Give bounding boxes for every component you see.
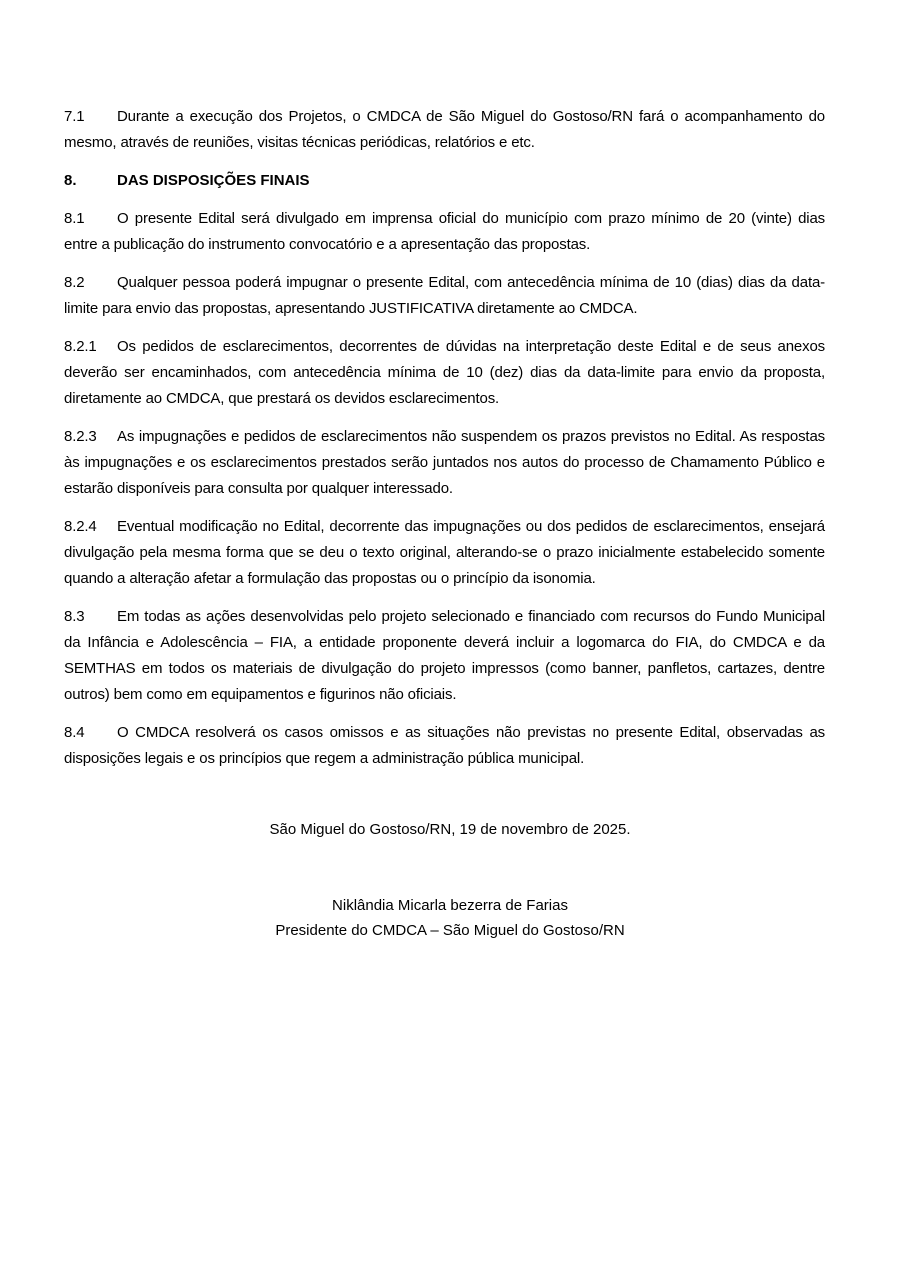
section-title: DAS DISPOSIÇÕES FINAIS xyxy=(117,172,310,189)
paragraph-8-2-1 xyxy=(64,334,825,412)
document-body xyxy=(64,104,825,784)
signatory-role: Presidente do CMDCA – São Miguel do Gostoso/RN xyxy=(275,922,625,939)
section-heading xyxy=(64,168,825,194)
paragraph-number: 8.2.4 xyxy=(64,518,97,535)
paragraph-text: Os pedidos de esclarecimentos, decorrentes de dúvidas na interpretação deste Edital e de seus anexos deverão ser encaminhados, com antecedência mínima de 10 (dez) dias da data-limite para envio da proposta, diretamente ao CMDCA, que prestará os devidos esclarecimentos. xyxy=(64,338,825,407)
signatory-name: Niklândia Micarla bezerra de Farias xyxy=(332,897,568,914)
paragraph-number: 8.2 xyxy=(64,274,85,291)
section-number: 8. xyxy=(64,172,77,189)
place-date: São Miguel do Gostoso/RN, 19 de novembro de 2025. xyxy=(269,821,631,838)
paragraph-8-1 xyxy=(64,206,825,258)
paragraph-7-1 xyxy=(64,104,825,156)
paragraph-number: 8.2.3 xyxy=(64,428,97,445)
paragraph-number: 7.1 xyxy=(64,108,85,125)
paragraph-8-2 xyxy=(64,270,825,322)
paragraph-text: Durante a execução dos Projetos, o CMDCA de São Miguel do Gostoso/RN fará o acompanhamento do mesmo, através de reuniões, visitas técnicas periódicas, relatórios e etc. xyxy=(64,108,825,151)
paragraph-text: O CMDCA resolverá os casos omissos e as situações não previstas no presente Edital, observadas as disposições legais e os princípios que regem a administração pública municipal. xyxy=(64,724,825,767)
paragraph-number: 8.2.1 xyxy=(64,338,97,355)
paragraph-8-2-4 xyxy=(64,514,825,592)
paragraph-number: 8.1 xyxy=(64,210,85,227)
paragraph-8-4 xyxy=(64,720,825,772)
paragraph-text: As impugnações e pedidos de esclarecimentos não suspendem os prazos previstos no Edital. As respostas às impugnações e os esclarecimentos prestados serão juntados nos autos do processo de Chamamento Público e estarão disponíveis para consulta por qualquer interessado. xyxy=(64,428,825,497)
paragraph-number: 8.3 xyxy=(64,608,85,625)
paragraph-text: Qualquer pessoa poderá impugnar o presente Edital, com antecedência mínima de 10 (dias) dias da data-limite para envio das propostas, apresentando JUSTIFICATIVA diretamente ao CMDCA. xyxy=(64,274,825,317)
paragraph-text: Eventual modificação no Edital, decorrente das impugnações ou dos pedidos de esclarecimentos, ensejará divulgação pela mesma forma que se deu o texto original, alterando-se o prazo inicialmente estabelecido somente quando a alteração afetar a formulação das propostas ou o princípio da isonomia. xyxy=(64,518,825,587)
paragraph-8-2-3 xyxy=(64,424,825,502)
paragraph-text: O presente Edital será divulgado em imprensa oficial do município com prazo mínimo de 20 (vinte) dias entre a publicação do instrumento convocatório e a apresentação das propostas. xyxy=(64,210,825,253)
paragraph-number: 8.4 xyxy=(64,724,85,741)
paragraph-text: Em todas as ações desenvolvidas pelo projeto selecionado e financiado com recursos do Fundo Municipal da Infância e Adolescência – FIA, a entidade proponente deverá incluir a logomarca do FIA, do CMDCA e da SEMTHAS em todos os materiais de divulgação do projeto impressos (como banner, panfletos, cartazes, dentre outros) bem como em equipamentos e figurinos não oficiais. xyxy=(64,608,825,703)
paragraph-8-3 xyxy=(64,604,825,708)
